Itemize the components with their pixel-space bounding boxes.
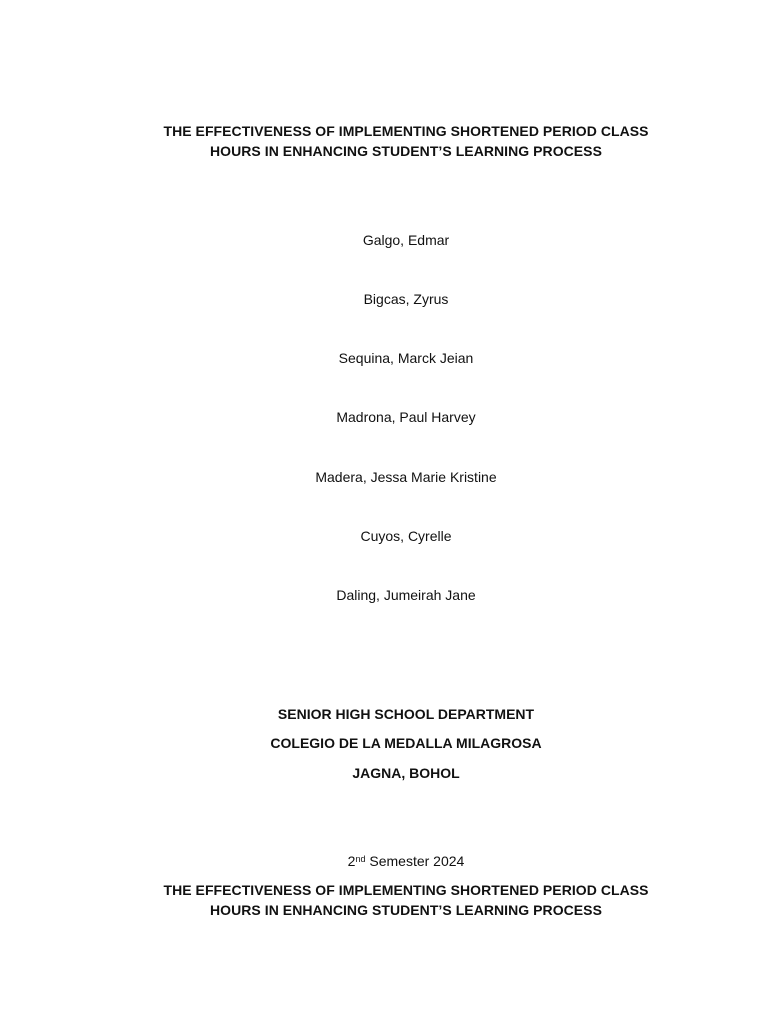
school-name: COLEGIO DE LA MEDALLA MILAGROSA (270, 735, 542, 751)
semester-label (0, 852, 768, 870)
repeated-title-line-1: THE EFFECTIVENESS OF IMPLEMENTING SHORTENED PERIOD CLASS (163, 882, 649, 898)
author-name: Bigcas, Zyrus (363, 291, 449, 307)
author-name: Madrona, Paul Harvey (336, 409, 476, 425)
semester-ordinal-suffix: nd (355, 854, 366, 864)
title-line-1: THE EFFECTIVENESS OF IMPLEMENTING SHORTENED PERIOD CLASS (163, 123, 649, 139)
author-name: Daling, Jumeirah Jane (336, 587, 476, 603)
repeated-title-line-2: HOURS IN ENHANCING STUDENT’S LEARNING PROCESS (210, 902, 602, 918)
author-name: Madera, Jessa Marie Kristine (315, 469, 497, 485)
department-name: SENIOR HIGH SCHOOL DEPARTMENT (277, 706, 535, 722)
semester-text: Semester 2024 (365, 853, 465, 869)
title-line-2: HOURS IN ENHANCING STUDENT’S LEARNING PROCESS (210, 143, 602, 159)
repeated-document-title (0, 880, 768, 920)
author-name: Cuyos, Cyrelle (360, 528, 452, 544)
semester-number: 2 (347, 853, 356, 869)
document-title (0, 121, 768, 161)
school-location: JAGNA, BOHOL (352, 765, 460, 781)
author-name: Galgo, Edmar (362, 232, 450, 248)
author-name: Sequina, Marck Jeian (338, 350, 474, 366)
